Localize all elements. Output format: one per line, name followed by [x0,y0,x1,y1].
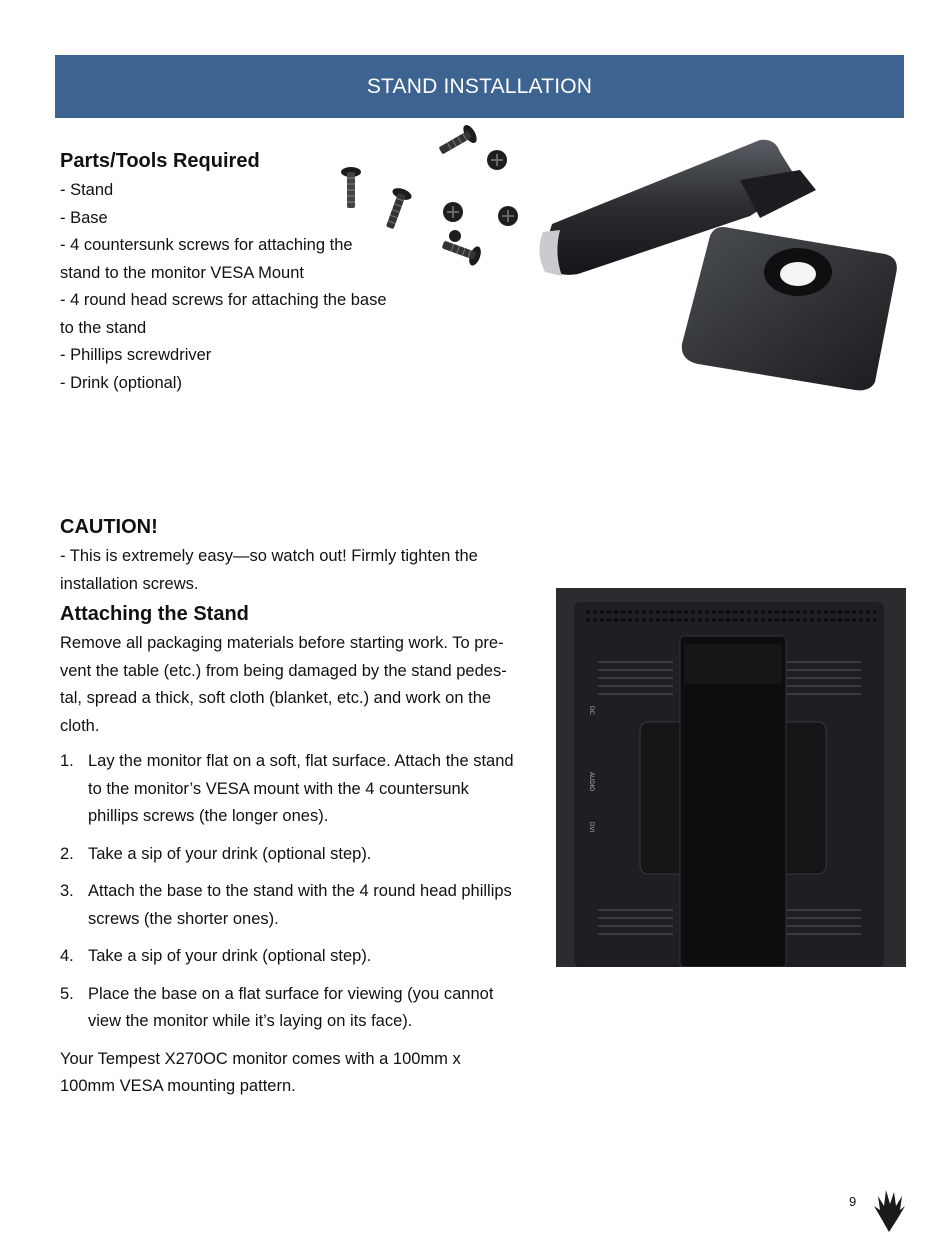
step-item [60,748,550,831]
step-line: view the monitor while it’s laying on its face). [88,1012,413,1030]
step-line: screws (the shorter ones). [88,909,279,928]
step-number: 2. [60,844,74,863]
round-head-screw-icon [449,230,461,242]
step-item [60,841,550,869]
parts-photo [330,124,910,399]
parts-heading: Parts/Tools Required [60,150,260,172]
step-line: Take a sip of your drink (optional step). [88,947,372,965]
countersunk-screw-icon [380,186,413,231]
parts-line: - Stand [60,181,114,199]
step-number: 3. [60,882,74,900]
closing-line: Your Tempest X270OC monitor comes with a 100mm x [60,1049,461,1068]
round-head-screw-icon [498,206,518,226]
caution-heading: CAUTION! [60,516,158,538]
audio-port-label: AUDIO [588,772,594,792]
parts-line: stand to the monitor VESA Mount [60,263,304,282]
attach-section [60,601,550,1101]
parts-line: - Base [60,208,108,227]
page-number: 9 [849,1194,857,1209]
intro-line: cloth. [60,716,100,735]
brand-logo [872,1188,906,1232]
caution-section [60,514,540,598]
step-line: Place the base on a flat surface for viewing (you cannot [88,984,494,1003]
step-item [60,943,550,971]
step-number: 4. [60,947,74,965]
step-line: Lay the monitor flat on a soft, flat surface. Attach the stand [88,752,514,770]
parts-line: - Phillips screwdriver [60,346,212,364]
section-title: STAND INSTALLATION [366,74,593,98]
dc-port-label: DC [588,706,594,715]
caution-line: installation screws. [60,574,199,593]
step-item [60,981,550,1036]
monitor-back-illustration [556,588,906,967]
round-head-screw-icon [443,202,463,222]
step-number: 5. [60,984,74,1003]
countersunk-screw-icon [436,124,480,160]
intro-line: vent the table (etc.) from being damaged by the stand pedes- [60,661,507,680]
stand-base [682,227,897,390]
intro-line: tal, spread a thick, soft cloth (blanket, etc.) and work on the [60,689,492,707]
parts-line: to the stand [60,318,147,337]
step-number: 1. [60,752,74,770]
step-line: Take a sip of your drink (optional step). [88,844,372,863]
step-line: to the monitor’s VESA mount with the 4 countersunk [88,779,469,798]
step-line: phillips screws (the longer ones). [88,807,329,825]
step-line: Attach the base to the stand with the 4 round head phillips [88,882,512,900]
monitor-back-photo [556,588,906,967]
intro-line: Remove all packaging materials before starting work. To pre- [60,634,504,652]
countersunk-screw-icon [341,167,361,208]
parts-line: - 4 round head screws for attaching the base [60,291,387,309]
vesa-note [60,1046,550,1101]
parts-line: - 4 countersunk screws for attaching the [60,236,353,254]
section-banner [55,55,904,118]
steps-list [60,748,550,1036]
closing-line: 100mm VESA mounting pattern. [60,1077,296,1095]
round-head-screw-icon [487,150,507,170]
dvi-port-label: DVI [588,822,594,833]
parts-line: - Drink (optional) [60,373,182,392]
attach-heading: Attaching the Stand [60,603,249,625]
countersunk-screw-icon [440,235,483,267]
caution-line: - This is extremely easy—so watch out! Firmly tighten the [60,547,478,565]
step-item [60,878,550,933]
